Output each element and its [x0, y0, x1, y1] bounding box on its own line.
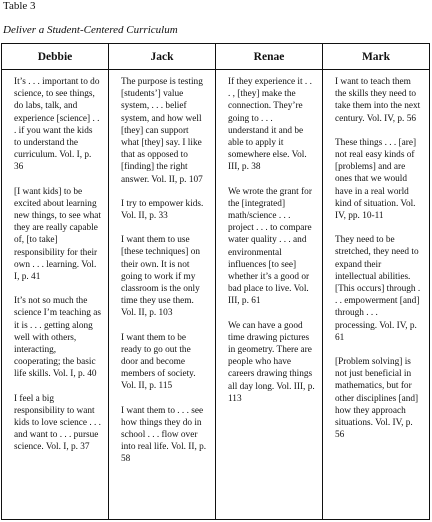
- column-renae: [216, 70, 323, 519]
- quote-cell: I want them to use [these techniques] on their own. It is not going to work if my classroom is the only time they use them. Vol. II, p. 103: [121, 235, 200, 319]
- column-header-debbie: Debbie: [2, 44, 109, 70]
- quote-cell: I want them to be ready to go out the door and become members of society. Vol. II, p. 115: [121, 332, 196, 392]
- quote-cell: The purpose is testing [students’] value system, . . . belief system, and how well [they] can support what [they] say. I like that as opposed to [finding] the right answer. Vol. II, p. 107: [121, 77, 203, 185]
- quote-cell: [Problem solving] is not just beneficial in mathematics, but for other disciplines [and] how they approach situations. Vol. IV, p. 56: [335, 357, 419, 441]
- quote-cell: It’s not so much the science I’m teaching as it is . . . getting along well with others, interacting, cooperating; the basic life skills. Vol. I, p. 40: [14, 296, 101, 380]
- quote-cell: I try to empower kids. Vol. II, p. 33: [121, 198, 204, 222]
- quote-cell: I want to teach them the skills they need to take them into the next century. Vol. IV, p. 56: [335, 77, 421, 124]
- column-debbie: [2, 70, 109, 519]
- column-header-renae: Renae: [216, 44, 323, 70]
- quote-cell: We can have a good time drawing pictures in geometry. There are people who have careers drawing things all day long. Vol. III, p. 113: [228, 320, 315, 404]
- quote-cell: [I want kids] to be excited about learning new things, to see what they are really capable of, [to take] responsibility for their own . . . learning. Vol. I, p. 41: [14, 186, 102, 283]
- quote-cell: If they experience it . . . , [they] make the connection. They’re going to . . . understand it and be able to apply it somewhere else. Vol. III, p. 38: [228, 77, 312, 173]
- quote-cell: I feel a big responsibility to want kids to love science . . . and want to . . . pursue science. Vol. I, p. 37: [14, 393, 102, 453]
- quote-cell: We wrote the grant for the [integrated] math/science . . . project . . . to compare water quality . . . and environmental influences [to see] whether it’s a good or bad place to live. Vol. III, p. 61: [228, 186, 312, 307]
- table-number-label: Table 3: [3, 0, 36, 12]
- quote-cell: It’s . . . important to do science, to see things, do labs, talk, and experience [science] . . . if you want the kids to understand the curriculum. Vol. I, p. 36: [14, 77, 100, 173]
- quote-cell: They need to be stretched, they need to expand their intellectual abilities. [This occurs] through . . . empowerment [and] through . . . processing. Vol. IV, p. 61: [335, 235, 421, 343]
- column-header-mark: Mark: [323, 44, 429, 70]
- quote-cell: These things . . . [are] not real easy kinds of [problems] and are ones that we would have in a real world kind of situation. Vol. IV, pp. 10-11: [335, 137, 417, 222]
- table-title: Deliver a Student-Centered Curriculum: [3, 24, 178, 36]
- quotes-table: [1, 43, 430, 520]
- column-jack: [109, 70, 216, 519]
- column-header-jack: Jack: [109, 44, 216, 70]
- quote-cell: I want them to . . . see how things they do in school . . . flow over into real life. Vol. II, p. 58: [121, 405, 207, 465]
- column-mark: [323, 70, 429, 519]
